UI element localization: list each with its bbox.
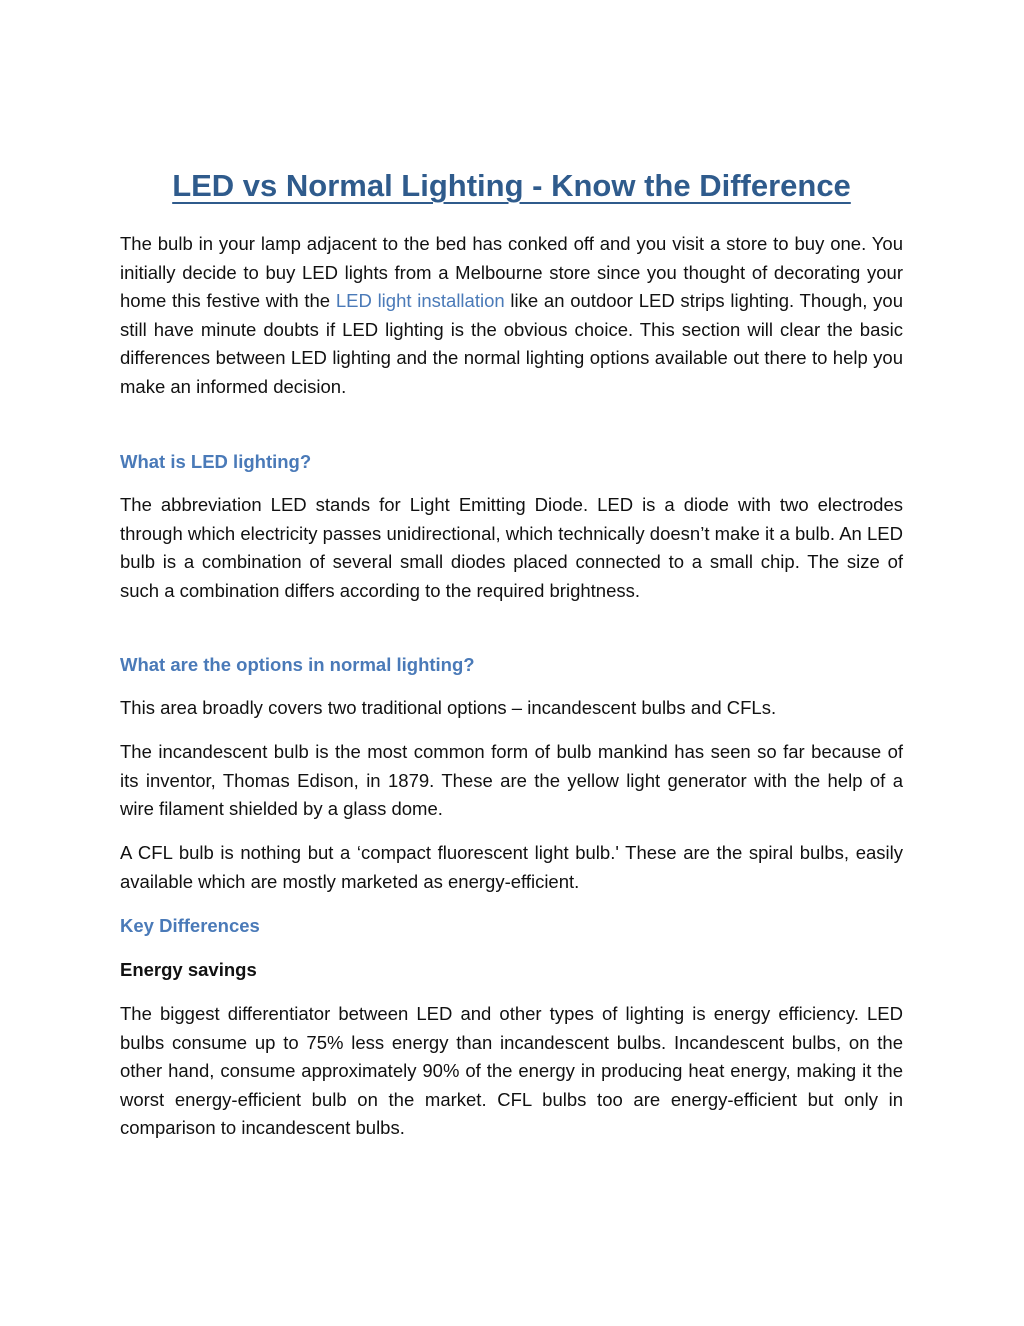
heading-what-is-led: What is LED lighting?: [120, 451, 312, 472]
subheading-energy-savings: Energy savings: [120, 959, 257, 980]
energy-savings-paragraph: The biggest differentiator between LED and other types of lighting is energy efficiency. LED bulbs consume up to 75% less energy than incandescent bulbs. Incandescent bulbs, on the other hand, consume approximately 90% of the energy in producing heat energy, making it the worst energy-efficient bulb on the market. CFL bulbs too are energy-efficient but only in comparison to incandescent bulbs.: [120, 1003, 903, 1139]
intro-text-after-link: like an outdoor LED strips lighting. Though, you still have minute doubts if LED lighting is the obvious choice. This section will clear the basic differences between LED lighting and the normal lighting options available out there to help you make an informed decision.: [120, 290, 903, 397]
what-is-led-paragraph: The abbreviation LED stands for Light Emitting Diode. LED is a diode with two electrodes through which electricity passes unidirectional, which technically doesn’t make it a bulb. An LED bulb is a combination of several small diodes placed connected to a small chip. The size of such a combination differs according to the required brightness.: [120, 494, 903, 601]
document-title: LED vs Normal Lighting - Know the Difference: [172, 168, 851, 203]
intro-paragraph: [120, 230, 903, 402]
cfl-paragraph: A CFL bulb is nothing but a ‘compact fluorescent light bulb.' These are the spiral bulbs, easily available which are mostly marketed as energy-efficient.: [120, 842, 903, 892]
heading-key-differences: Key Differences: [120, 915, 260, 936]
normal-options-paragraph-1: This area broadly covers two traditional options – incandescent bulbs and CFLs.: [120, 697, 777, 718]
led-light-installation-link[interactable]: LED light installation: [335, 290, 505, 312]
document-page: [120, 0, 903, 1326]
intro-text-before-link: The bulb in your lamp adjacent to the bed has conked off and you visit a store to buy one. You initially decide to buy LED lights from a Melbourne store since you thought of decorating your home this festive with the: [120, 233, 903, 312]
heading-normal-options: What are the options in normal lighting?: [120, 654, 475, 675]
incandescent-paragraph: The incandescent bulb is the most common form of bulb mankind has seen so far because of its inventor, Thomas Edison, in 1879. These are the yellow light generator with the help of a wire filament shielded by a glass dome.: [120, 741, 903, 820]
